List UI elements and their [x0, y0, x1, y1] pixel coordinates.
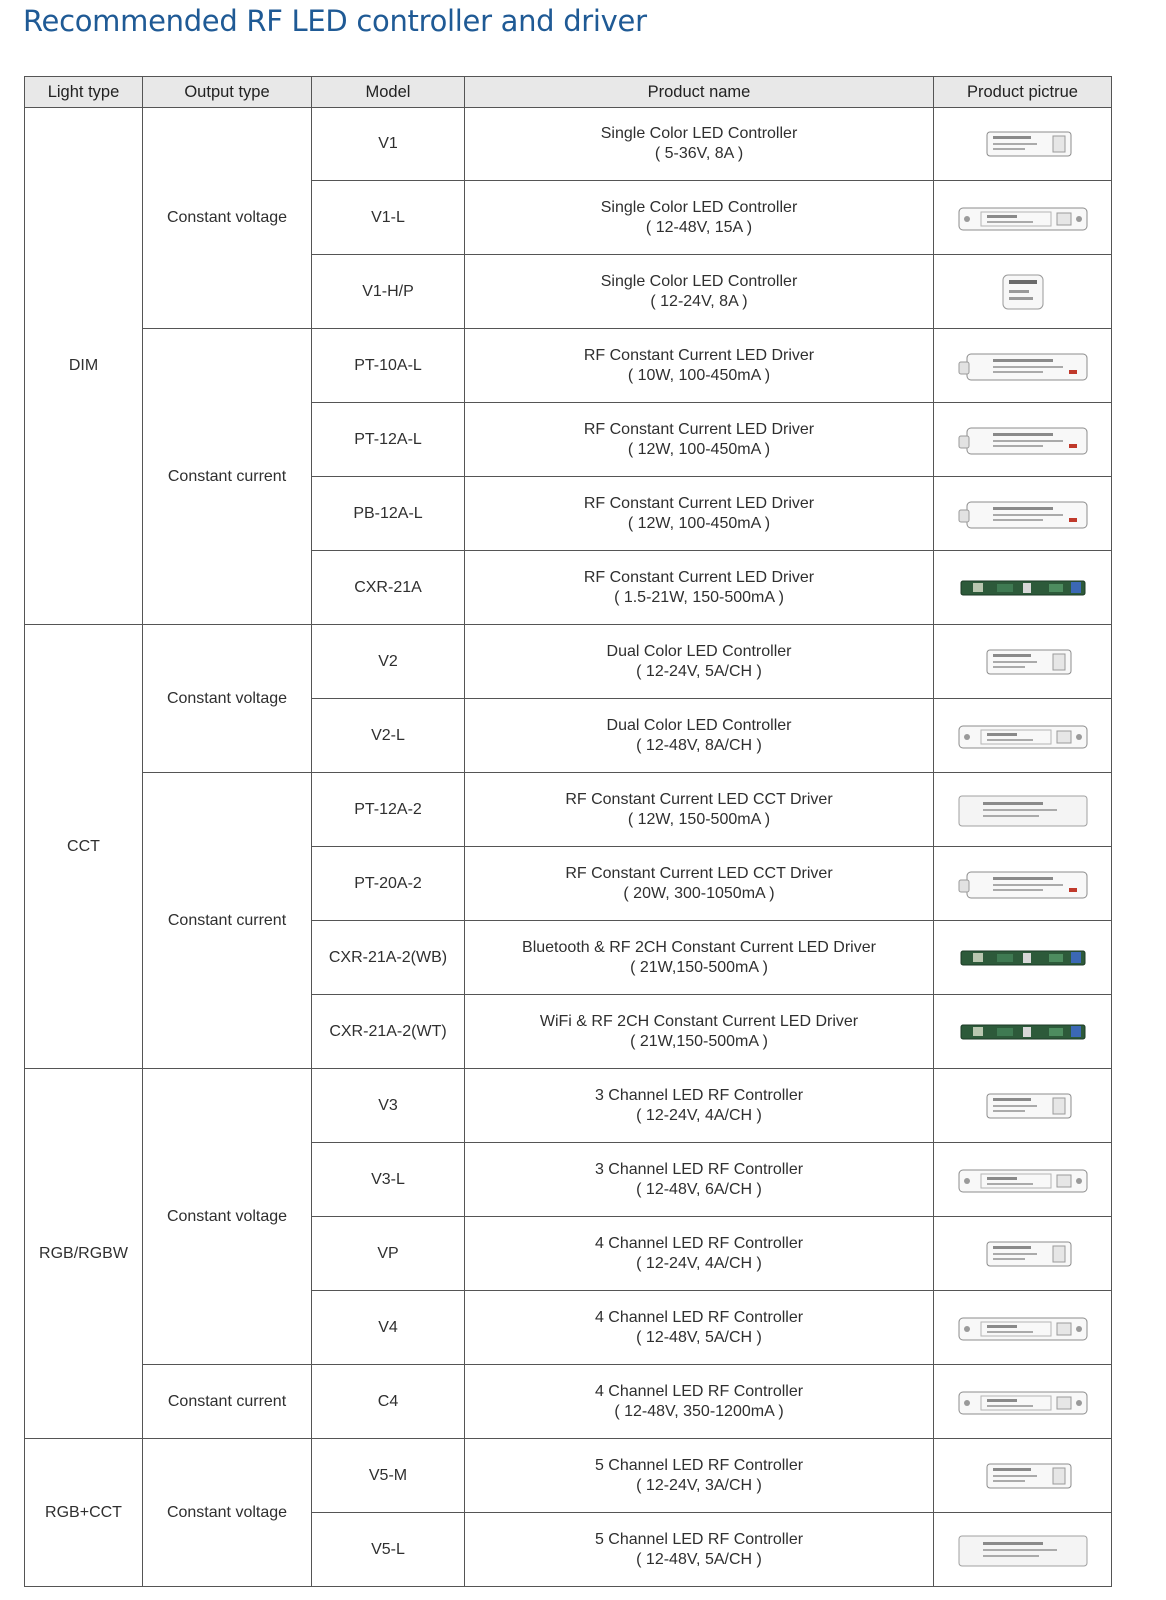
product-name: Bluetooth & RF 2CH Constant Current LED Driver — [522, 938, 876, 956]
product-spec: ( 12-24V, 4A/CH ) — [636, 1254, 762, 1272]
product-picture-cell — [934, 255, 1112, 329]
green-pcb-icon — [953, 1010, 1093, 1054]
product-picture-cell — [934, 1439, 1112, 1513]
output-type-cell: Constant current — [143, 1365, 312, 1439]
model-cell: VP — [312, 1217, 465, 1291]
product-picture-cell — [934, 551, 1112, 625]
product-name: WiFi & RF 2CH Constant Current LED Driver — [539, 1012, 859, 1030]
product-name: 3 Channel LED RF Controller — [594, 1160, 804, 1178]
output-type-cell: Constant voltage — [143, 625, 312, 773]
green-pcb-icon — [953, 936, 1093, 980]
product-spec: ( 10W, 100-450mA ) — [627, 366, 771, 384]
page-title: Recommended RF LED controller and driver — [23, 4, 647, 38]
product-name-cell — [465, 1365, 934, 1439]
product-spec: ( 21W,150-500mA ) — [630, 1032, 768, 1050]
product-picture-cell — [934, 108, 1112, 181]
model-cell: V2-L — [312, 699, 465, 773]
white-box-icon — [953, 788, 1093, 832]
white-square-module-icon — [953, 270, 1093, 314]
white-driver-icon — [953, 862, 1093, 906]
light-type-cell: RGB/RGBW — [25, 1069, 143, 1439]
product-name-cell — [465, 625, 934, 699]
product-name-cell — [465, 255, 934, 329]
table-row — [25, 1439, 1112, 1513]
product-picture-cell — [934, 847, 1112, 921]
table-row — [25, 108, 1112, 181]
product-spec: ( 12-24V, 4A/CH ) — [636, 1106, 762, 1124]
product-name-cell — [465, 181, 934, 255]
model-cell: V1-L — [312, 181, 465, 255]
product-name: RF Constant Current LED Driver — [583, 346, 815, 364]
product-name-cell — [465, 551, 934, 625]
product-name-cell — [465, 773, 934, 847]
white-controller-icon — [953, 1454, 1093, 1498]
table-row — [25, 773, 1112, 847]
product-picture-cell — [934, 1069, 1112, 1143]
white-controller-icon — [953, 1084, 1093, 1128]
product-spec: ( 12W, 150-500mA ) — [627, 810, 771, 828]
product-spec: ( 1.5-21W, 150-500mA ) — [614, 588, 784, 606]
product-name-cell — [465, 699, 934, 773]
product-spec: ( 12-48V, 6A/CH ) — [636, 1180, 762, 1198]
white-controller-long-icon — [953, 714, 1093, 758]
white-driver-icon — [953, 492, 1093, 536]
model-cell: CXR-21A-2(WB) — [312, 921, 465, 995]
model-cell: CXR-21A — [312, 551, 465, 625]
product-table — [24, 76, 1112, 1587]
product-name: 4 Channel LED RF Controller — [594, 1234, 804, 1252]
white-box-icon — [953, 1528, 1093, 1572]
product-picture-cell — [934, 625, 1112, 699]
product-name: Dual Color LED Controller — [606, 642, 792, 660]
product-name-cell — [465, 1439, 934, 1513]
product-spec: ( 12-24V, 8A ) — [650, 292, 748, 310]
white-controller-long-icon — [953, 196, 1093, 240]
header-output-type: Output type — [143, 77, 312, 108]
table-row — [25, 329, 1112, 403]
light-type-cell: DIM — [25, 108, 143, 625]
product-spec: ( 12-48V, 5A/CH ) — [636, 1550, 762, 1568]
product-picture-cell — [934, 1513, 1112, 1587]
product-name-cell — [465, 1143, 934, 1217]
product-name-cell — [465, 477, 934, 551]
product-name: Dual Color LED Controller — [606, 716, 792, 734]
product-name: RF Constant Current LED Driver — [583, 494, 815, 512]
product-name: Single Color LED Controller — [600, 198, 798, 216]
product-name: 3 Channel LED RF Controller — [594, 1086, 804, 1104]
product-name: 4 Channel LED RF Controller — [594, 1382, 804, 1400]
product-name-cell — [465, 921, 934, 995]
product-spec: ( 12W, 100-450mA ) — [627, 440, 771, 458]
model-cell: CXR-21A-2(WT) — [312, 995, 465, 1069]
product-picture-cell — [934, 329, 1112, 403]
white-controller-long-icon — [953, 1158, 1093, 1202]
product-name-cell — [465, 108, 934, 181]
white-controller-icon — [953, 1232, 1093, 1276]
output-type-cell: Constant voltage — [143, 108, 312, 329]
table-row — [25, 625, 1112, 699]
white-controller-long-icon — [953, 1306, 1093, 1350]
product-picture-cell — [934, 1365, 1112, 1439]
product-name-cell — [465, 329, 934, 403]
white-driver-icon — [953, 418, 1093, 462]
product-picture-cell — [934, 1217, 1112, 1291]
header-product-name: Product name — [465, 77, 934, 108]
table-row — [25, 1365, 1112, 1439]
product-name: Single Color LED Controller — [600, 272, 798, 290]
product-picture-cell — [934, 403, 1112, 477]
light-type-cell: CCT — [25, 625, 143, 1069]
product-spec: ( 12W, 100-450mA ) — [627, 514, 771, 532]
product-name-cell — [465, 1291, 934, 1365]
product-picture-cell — [934, 773, 1112, 847]
product-name: RF Constant Current LED CCT Driver — [565, 864, 833, 882]
header-light-type: Light type — [25, 77, 143, 108]
white-controller-icon — [953, 122, 1093, 166]
product-spec: ( 12-48V, 15A ) — [645, 218, 753, 236]
product-name: 5 Channel LED RF Controller — [594, 1530, 804, 1548]
output-type-cell: Constant voltage — [143, 1069, 312, 1365]
white-controller-icon — [953, 640, 1093, 684]
table-row — [25, 1069, 1112, 1143]
product-name-cell — [465, 1513, 934, 1587]
product-spec: ( 12-48V, 350-1200mA ) — [614, 1402, 784, 1420]
model-cell: V3-L — [312, 1143, 465, 1217]
model-cell: PT-20A-2 — [312, 847, 465, 921]
model-cell: PT-12A-L — [312, 403, 465, 477]
product-picture-cell — [934, 699, 1112, 773]
model-cell: PT-12A-2 — [312, 773, 465, 847]
product-spec: ( 12-48V, 8A/CH ) — [636, 736, 762, 754]
product-name-cell — [465, 847, 934, 921]
model-cell: V3 — [312, 1069, 465, 1143]
output-type-cell: Constant current — [143, 773, 312, 1069]
model-cell: V5-L — [312, 1513, 465, 1587]
table-header-row — [25, 77, 1112, 108]
model-cell: PT-10A-L — [312, 329, 465, 403]
model-cell: V4 — [312, 1291, 465, 1365]
white-controller-long-icon — [953, 1380, 1093, 1424]
product-name: Single Color LED Controller — [600, 125, 798, 142]
product-picture-cell — [934, 995, 1112, 1069]
model-cell: V1 — [312, 108, 465, 181]
model-cell: C4 — [312, 1365, 465, 1439]
model-cell: V2 — [312, 625, 465, 699]
product-name: 5 Channel LED RF Controller — [594, 1456, 804, 1474]
light-type-cell: RGB+CCT — [25, 1439, 143, 1587]
product-name-cell — [465, 1217, 934, 1291]
product-name: RF Constant Current LED CCT Driver — [565, 790, 833, 808]
product-picture-cell — [934, 921, 1112, 995]
product-name: RF Constant Current LED Driver — [583, 568, 815, 586]
product-picture-cell — [934, 1143, 1112, 1217]
output-type-cell: Constant current — [143, 329, 312, 625]
header-model: Model — [312, 77, 465, 108]
product-spec: ( 20W, 300-1050mA ) — [623, 884, 775, 902]
product-spec: ( 21W,150-500mA ) — [630, 958, 768, 976]
product-picture-cell — [934, 477, 1112, 551]
model-cell: V5-M — [312, 1439, 465, 1513]
product-name: RF Constant Current LED Driver — [583, 420, 815, 438]
green-pcb-icon — [953, 566, 1093, 610]
product-picture-cell — [934, 1291, 1112, 1365]
product-spec: ( 12-48V, 5A/CH ) — [636, 1328, 762, 1346]
product-picture-cell — [934, 181, 1112, 255]
product-spec: ( 5-36V, 8A ) — [654, 145, 744, 162]
product-name-cell — [465, 995, 934, 1069]
product-spec: ( 12-24V, 5A/CH ) — [636, 662, 762, 680]
product-spec: ( 12-24V, 3A/CH ) — [636, 1476, 762, 1494]
output-type-cell: Constant voltage — [143, 1439, 312, 1587]
product-name: 4 Channel LED RF Controller — [594, 1308, 804, 1326]
model-cell: PB-12A-L — [312, 477, 465, 551]
product-name-cell — [465, 403, 934, 477]
model-cell: V1-H/P — [312, 255, 465, 329]
header-product-picture: Product pictrue — [934, 77, 1112, 108]
white-driver-icon — [953, 344, 1093, 388]
product-name-cell — [465, 1069, 934, 1143]
